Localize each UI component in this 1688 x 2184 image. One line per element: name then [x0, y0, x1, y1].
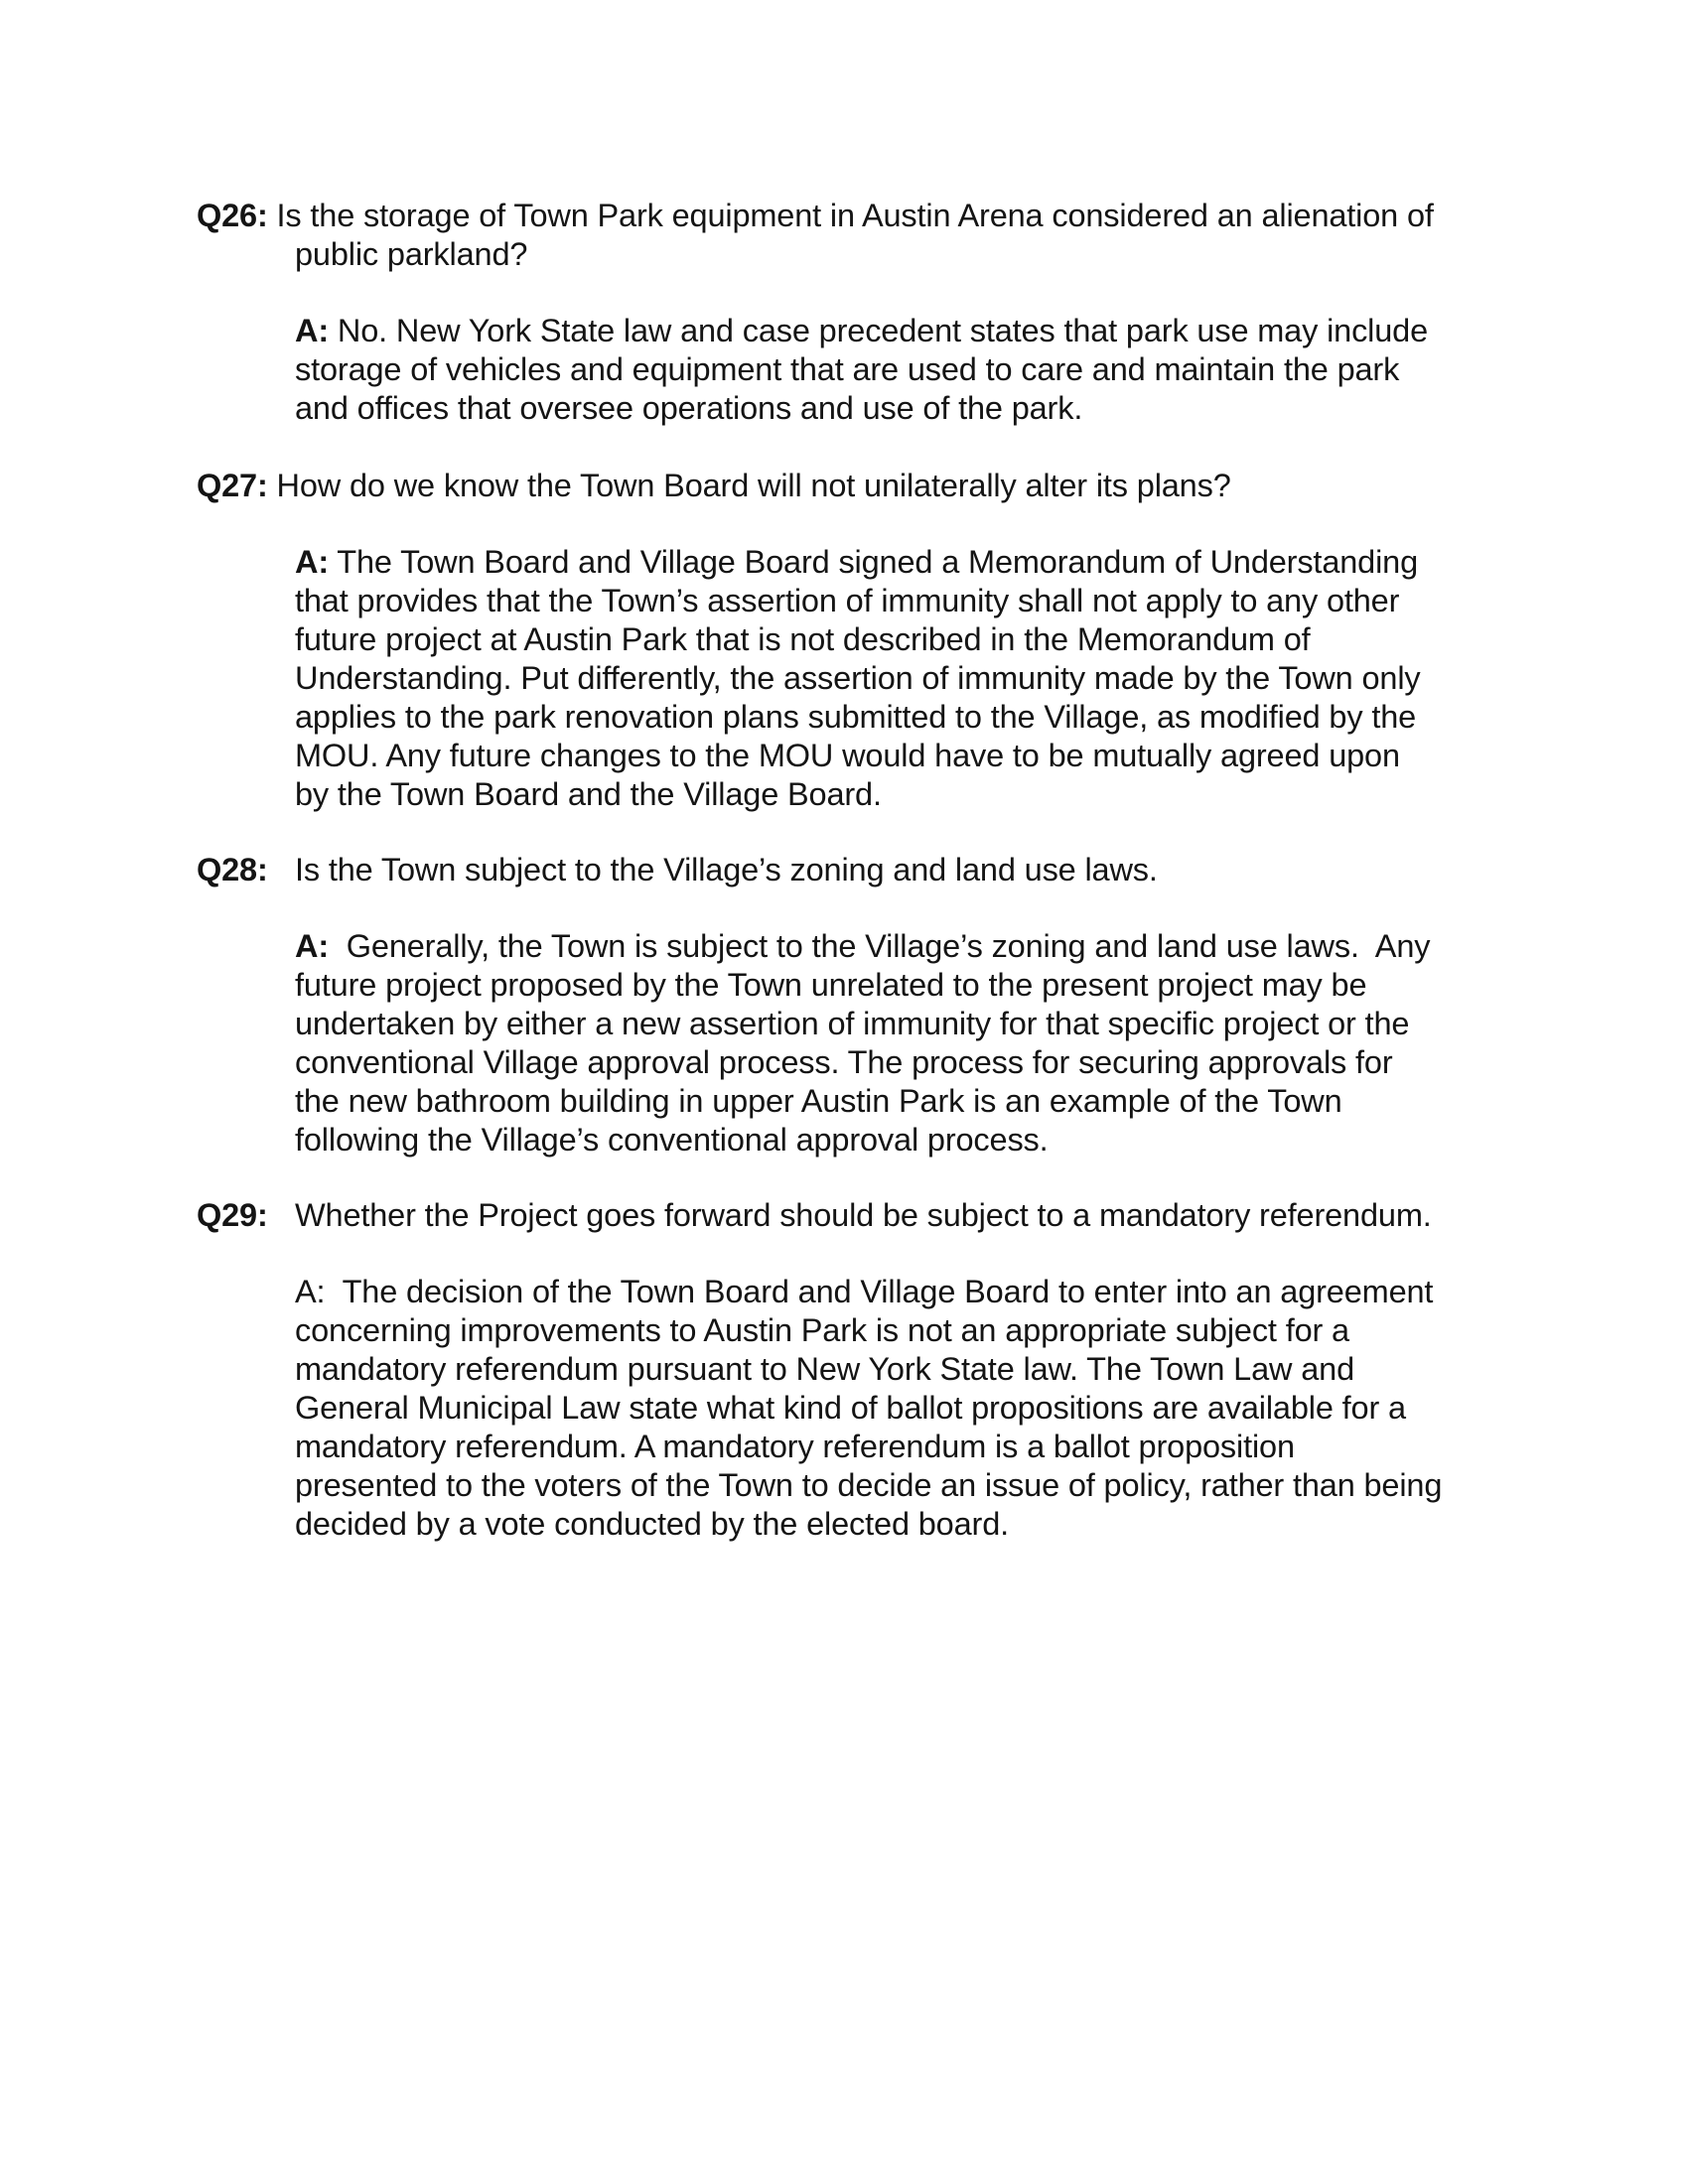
question-q26-body	[197, 197, 1507, 274]
answer-line: following the Village’s conventional approval process.	[295, 1122, 1049, 1158]
question-q27	[197, 467, 1507, 505]
answer-line: conventional Village approval process. The process for securing approvals for	[295, 1044, 1393, 1080]
qa-item-q27	[197, 467, 1507, 814]
answer-label: A:	[295, 313, 329, 348]
question-q28	[197, 851, 1507, 889]
answer-line: mandatory referendum pursuant to New York State law. The Town Law and	[295, 1351, 1355, 1387]
question-text: Whether the Project goes forward should be subject to a mandatory referendum.	[295, 1197, 1432, 1233]
answer-line: decided by a vote conducted by the elected board.	[295, 1506, 1009, 1542]
question-text: How do we know the Town Board will not unilaterally alter its plans?	[276, 468, 1231, 503]
question-label: Q27:	[197, 468, 268, 503]
qa-item-q26	[197, 197, 1507, 428]
answer-q27	[295, 543, 1501, 814]
answer-q26	[295, 312, 1501, 428]
answer-line	[295, 1273, 1501, 1311]
answer-line: storage of vehicles and equipment that are used to care and maintain the park	[295, 351, 1400, 387]
answer-line	[295, 927, 1501, 966]
question-label: Q28:	[197, 852, 268, 887]
answer-text: No. New York State law and case precedent states that park use may include	[337, 313, 1429, 348]
question-text: Is the Town subject to the Village’s zoning and land use laws.	[295, 852, 1158, 887]
answer-q28	[295, 927, 1501, 1160]
answer-line: applies to the park renovation plans submitted to the Village, as modified by the	[295, 699, 1417, 735]
answer-q29	[295, 1273, 1501, 1544]
answer-line: Understanding. Put differently, the assertion of immunity made by the Town only	[295, 660, 1421, 696]
answer-line: future project at Austin Park that is not described in the Memorandum of	[295, 621, 1311, 657]
answer-line: by the Town Board and the Village Board.	[295, 776, 882, 812]
answer-line: presented to the voters of the Town to decide an issue of policy, rather than being	[295, 1467, 1443, 1503]
question-q26	[197, 197, 1507, 274]
answer-label: A:	[295, 544, 329, 580]
question-text: Is the storage of Town Park equipment in Austin Arena considered an alienation of public parkland?	[276, 198, 1434, 272]
answer-label: A:	[295, 1274, 326, 1309]
answer-line	[295, 312, 1501, 350]
question-q29	[197, 1196, 1507, 1235]
answer-text: The decision of the Town Board and Village Board to enter into an agreement	[334, 1274, 1434, 1309]
answer-line: General Municipal Law state what kind of ballot propositions are available for a	[295, 1390, 1406, 1426]
answer-text: The Town Board and Village Board signed a Memorandum of Understanding	[337, 544, 1419, 580]
answer-line: mandatory referendum. A mandatory referendum is a ballot proposition	[295, 1429, 1295, 1464]
answer-line: the new bathroom building in upper Austin Park is an example of the Town	[295, 1083, 1342, 1119]
answer-text: Generally, the Town is subject to the Village’s zoning and land use laws. Any	[337, 928, 1431, 964]
answer-line: MOU. Any future changes to the MOU would have to be mutually agreed upon	[295, 738, 1400, 773]
question-label: Q29:	[197, 1197, 268, 1233]
answer-line: and offices that oversee operations and use of the park.	[295, 390, 1083, 426]
answer-line: concerning improvements to Austin Park is not an appropriate subject for a	[295, 1312, 1349, 1348]
answer-line: future project proposed by the Town unrelated to the present project may be	[295, 967, 1367, 1003]
answer-line	[295, 543, 1501, 582]
question-q27-body	[197, 467, 1507, 505]
answer-line: that provides that the Town’s assertion of immunity shall not apply to any other	[295, 583, 1400, 618]
qa-item-q29	[197, 1196, 1507, 1544]
answer-label: A:	[295, 928, 329, 964]
answer-line: undertaken by either a new assertion of immunity for that specific project or the	[295, 1006, 1410, 1041]
question-label: Q26:	[197, 198, 268, 233]
qa-item-q28	[197, 851, 1507, 1160]
